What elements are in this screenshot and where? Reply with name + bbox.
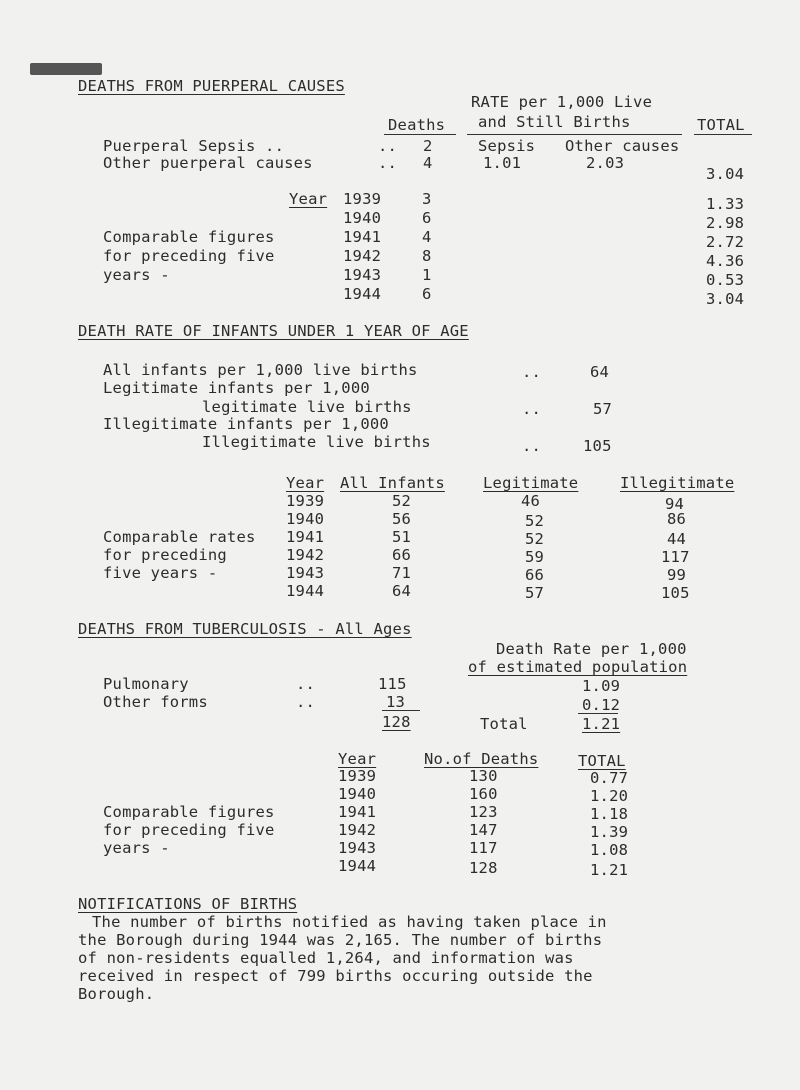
total-header-rule bbox=[694, 134, 752, 135]
infants-row-illegit: 105 bbox=[661, 584, 690, 602]
tb-other-label: Other forms bbox=[103, 693, 208, 711]
puerperal-year: 1943 bbox=[343, 266, 382, 284]
infants-row-legit: 52 bbox=[525, 530, 545, 548]
puerperal-section-title: DEATHS FROM PUERPERAL CAUSES bbox=[78, 77, 345, 95]
infants-col-legit: Legitimate bbox=[483, 474, 579, 492]
infants-col-all: All Infants bbox=[340, 474, 445, 492]
other-puerperal-total: 3.04 bbox=[706, 165, 745, 183]
tb-total-label: Total bbox=[480, 715, 528, 733]
infants-row-all: 56 bbox=[392, 510, 412, 528]
other-puerperal-dots: .. bbox=[378, 154, 398, 172]
tb-pulmonary-rate: 1.09 bbox=[582, 677, 621, 695]
tb-other-rate: 0.12 bbox=[582, 696, 621, 714]
deaths-header: Deaths bbox=[388, 116, 446, 134]
infants-comparable-3: five years - bbox=[103, 564, 218, 582]
rate-header-line2: and Still Births bbox=[478, 113, 631, 131]
tb-rate-sum-rule bbox=[578, 713, 618, 714]
puerperal-sepsis-dots: .. bbox=[378, 137, 398, 155]
tb-rate-header1: Death Rate per 1,000 bbox=[496, 640, 687, 658]
infants-line1-dots: .. bbox=[522, 363, 542, 381]
puerperal-sepsis-deaths: 2 bbox=[423, 137, 433, 155]
tb-row-year: 1944 bbox=[338, 857, 377, 875]
tb-row-deaths: 147 bbox=[469, 821, 498, 839]
infants-row-illegit: 44 bbox=[667, 530, 687, 548]
infants-row-year: 1941 bbox=[286, 528, 325, 546]
infants-row-legit: 46 bbox=[521, 492, 541, 510]
tb-row-deaths: 123 bbox=[469, 803, 498, 821]
puerperal-comparable-1: Comparable figures bbox=[103, 228, 275, 246]
tb-col-deaths: No.of Deaths bbox=[424, 750, 539, 768]
puerperal-comparable-2: for preceding five bbox=[103, 247, 275, 265]
tb-pulmonary-label: Pulmonary bbox=[103, 675, 189, 693]
other-puerperal-other-rate: 2.03 bbox=[586, 154, 625, 172]
deaths-header-rule bbox=[384, 134, 456, 135]
puerperal-year-deaths: 4 bbox=[422, 228, 432, 246]
infants-row-year: 1939 bbox=[286, 492, 325, 510]
tb-pulmonary-dots: .. bbox=[296, 675, 316, 693]
tb-count-sum-rule bbox=[382, 710, 420, 711]
puerperal-year-label: Year bbox=[289, 190, 328, 208]
infants-line3-value: 105 bbox=[583, 437, 612, 455]
other-puerperal-label: Other puerperal causes bbox=[103, 154, 313, 172]
other-puerperal-sepsis-rate: 1.01 bbox=[483, 154, 522, 172]
tb-row-year: 1941 bbox=[338, 803, 377, 821]
infants-line3a: Illegitimate infants per 1,000 bbox=[103, 415, 389, 433]
infants-row-all: 51 bbox=[392, 528, 412, 546]
sepsis-subheader: Sepsis bbox=[478, 137, 536, 155]
infants-line2a: Legitimate infants per 1,000 bbox=[103, 379, 370, 397]
infants-comparable-2: for preceding bbox=[103, 546, 227, 564]
puerperal-year-total: 1.33 bbox=[706, 195, 745, 213]
puerperal-sepsis-label: Puerperal Sepsis .. bbox=[103, 137, 285, 155]
puerperal-year: 1939 bbox=[343, 190, 382, 208]
infants-row-legit: 52 bbox=[525, 512, 545, 530]
births-line: the Borough during 1944 was 2,165. The number of births bbox=[78, 931, 603, 949]
tb-section-title: DEATHS FROM TUBERCULOSIS - All Ages bbox=[78, 620, 412, 638]
infants-row-illegit: 99 bbox=[667, 566, 687, 584]
births-line: The number of births notified as having taken place in bbox=[92, 913, 607, 931]
puerperal-year-total: 4.36 bbox=[706, 252, 745, 270]
tb-comparable-2: for preceding five bbox=[103, 821, 275, 839]
tb-row-deaths: 117 bbox=[469, 839, 498, 857]
infants-row-year: 1942 bbox=[286, 546, 325, 564]
tb-row-year: 1942 bbox=[338, 821, 377, 839]
infants-row-year: 1940 bbox=[286, 510, 325, 528]
rate-header-line1: RATE per 1,000 Live bbox=[471, 93, 653, 111]
tb-comparable-1: Comparable figures bbox=[103, 803, 275, 821]
infants-row-legit: 59 bbox=[525, 548, 545, 566]
tb-col-total: TOTAL bbox=[578, 752, 626, 770]
tb-row-total: 0.77 bbox=[590, 769, 629, 787]
puerperal-year-deaths: 6 bbox=[422, 209, 432, 227]
infants-line2b: legitimate live births bbox=[202, 398, 412, 416]
tb-total-rate: 1.21 bbox=[582, 715, 621, 733]
infants-row-all: 52 bbox=[392, 492, 412, 510]
infants-line2-value: 57 bbox=[593, 400, 613, 418]
other-puerperal-deaths: 4 bbox=[423, 154, 433, 172]
infants-line3b: Illegitimate live births bbox=[202, 433, 431, 451]
tb-row-deaths: 130 bbox=[469, 767, 498, 785]
infants-row-legit: 57 bbox=[525, 584, 545, 602]
puerperal-year-total: 2.98 bbox=[706, 214, 745, 232]
infants-row-all: 64 bbox=[392, 582, 412, 600]
tb-row-total: 1.08 bbox=[590, 841, 629, 859]
infants-line3-dots: .. bbox=[522, 437, 542, 455]
tb-row-total: 1.21 bbox=[590, 861, 629, 879]
tb-row-year: 1943 bbox=[338, 839, 377, 857]
puerperal-comparable-3: years - bbox=[103, 266, 170, 284]
page-number-smudge bbox=[30, 63, 102, 75]
infants-line1: All infants per 1,000 live births bbox=[103, 361, 418, 379]
infants-col-illegit: Illegitimate bbox=[620, 474, 735, 492]
tb-row-total: 1.20 bbox=[590, 787, 629, 805]
infants-row-legit: 66 bbox=[525, 566, 545, 584]
tb-row-deaths: 128 bbox=[469, 859, 498, 877]
rate-header-rule bbox=[467, 134, 682, 135]
infants-section-title: DEATH RATE OF INFANTS UNDER 1 YEAR OF AGE bbox=[78, 322, 469, 340]
births-line: received in respect of 799 births occuring outside the bbox=[78, 967, 593, 985]
tb-sum-count: 128 bbox=[382, 713, 411, 731]
tb-pulmonary-count: 115 bbox=[378, 675, 407, 693]
tb-col-year: Year bbox=[338, 750, 377, 768]
puerperal-year-total: 0.53 bbox=[706, 271, 745, 289]
tb-comparable-3: years - bbox=[103, 839, 170, 857]
tb-other-dots: .. bbox=[296, 693, 316, 711]
infants-row-illegit: 86 bbox=[667, 510, 687, 528]
puerperal-year-deaths: 6 bbox=[422, 285, 432, 303]
tb-row-total: 1.39 bbox=[590, 823, 629, 841]
tb-rate-header2: of estimated population bbox=[468, 658, 688, 676]
infants-row-all: 66 bbox=[392, 546, 412, 564]
puerperal-year: 1940 bbox=[343, 209, 382, 227]
puerperal-year: 1941 bbox=[343, 228, 382, 246]
infants-comparable-1: Comparable rates bbox=[103, 528, 256, 546]
infants-line1-value: 64 bbox=[590, 363, 610, 381]
puerperal-year-total: 3.04 bbox=[706, 290, 745, 308]
puerperal-year-deaths: 1 bbox=[422, 266, 432, 284]
puerperal-year: 1942 bbox=[343, 247, 382, 265]
infants-col-year: Year bbox=[286, 474, 325, 492]
puerperal-year: 1944 bbox=[343, 285, 382, 303]
infants-row-all: 71 bbox=[392, 564, 412, 582]
infants-row-year: 1943 bbox=[286, 564, 325, 582]
puerperal-year-deaths: 8 bbox=[422, 247, 432, 265]
tb-row-deaths: 160 bbox=[469, 785, 498, 803]
puerperal-year-total: 2.72 bbox=[706, 233, 745, 251]
infants-row-illegit: 94 bbox=[665, 495, 685, 513]
tb-row-year: 1940 bbox=[338, 785, 377, 803]
births-section-title: NOTIFICATIONS OF BIRTHS bbox=[78, 895, 298, 913]
tb-other-count: 13 bbox=[386, 693, 406, 711]
infants-row-year: 1944 bbox=[286, 582, 325, 600]
total-header: TOTAL bbox=[697, 116, 745, 134]
other-causes-subheader: Other causes bbox=[565, 137, 680, 155]
infants-line2-dots: .. bbox=[522, 400, 542, 418]
births-line: Borough. bbox=[78, 985, 155, 1003]
puerperal-year-deaths: 3 bbox=[422, 190, 432, 208]
tb-row-total: 1.18 bbox=[590, 805, 629, 823]
tb-row-year: 1939 bbox=[338, 767, 377, 785]
births-line: of non-residents equalled 1,264, and information was bbox=[78, 949, 574, 967]
infants-row-illegit: 117 bbox=[661, 548, 690, 566]
